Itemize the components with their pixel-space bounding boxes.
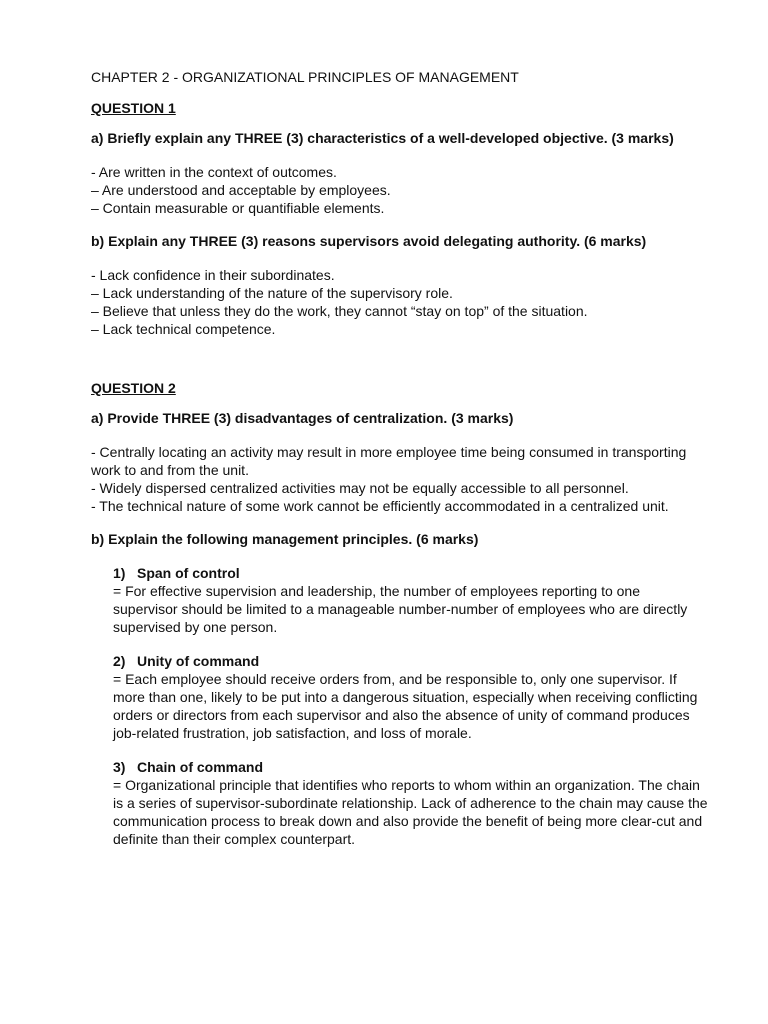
section-spacer	[91, 353, 708, 379]
answer-item: - Lack confidence in their subordinates.	[91, 267, 335, 283]
principle-text: = For effective supervision and leadership, the number of employees reporting to one supervisor should be limited to a manageable number-number of employees who are directly supervised by one person.	[113, 583, 688, 635]
principle-name: Chain of command	[137, 759, 264, 775]
principle-name: Unity of command	[137, 653, 260, 669]
answer-item: - Are written in the context of outcomes.	[91, 164, 337, 180]
principle-number: 1)	[113, 565, 126, 581]
answer-item: - The technical nature of some work cannot be efficiently accommodated in a centralized unit.	[91, 498, 669, 514]
answer-item: – Lack technical competence.	[91, 321, 276, 337]
principle-item	[113, 758, 708, 848]
question-1	[91, 99, 708, 338]
question-prompt: b) Explain the following management principles. (6 marks)	[91, 531, 479, 547]
question-heading: QUESTION 2	[91, 380, 176, 396]
principle-item	[113, 564, 708, 636]
question-prompt: a) Briefly explain any THREE (3) characteristics of a well-developed objective. (3 marks)	[91, 130, 674, 146]
principle-name: Span of control	[137, 565, 240, 581]
answer-item: – Contain measurable or quantifiable elements.	[91, 200, 385, 216]
principle-text: = Each employee should receive orders from, and be responsible to, only one supervisor. If more than one, likely to be put into a dangerous situation, especially when receiving conflicting orders or directors from each supervisor and also the absence of unity of command produces job-related frustration, job satisfaction, and loss of morale.	[113, 671, 698, 741]
answer-item: - Centrally locating an activity may result in more employee time being consumed in transporting work to and from the unit.	[91, 444, 687, 478]
question-2	[91, 379, 708, 848]
answer-list	[91, 443, 708, 515]
principle-text: = Organizational principle that identifies who reports to whom within an organization. The chain is a series of supervisor-subordinate relationship. Lack of adherence to the chain may cause the communication process to break down and also provide the benefit of being more clear-cut and definite than their complex counterpart.	[113, 777, 708, 847]
principles-list	[91, 564, 708, 848]
page-title: CHAPTER 2 - ORGANIZATIONAL PRINCIPLES OF MANAGEMENT	[91, 69, 519, 85]
answer-item: – Lack understanding of the nature of the supervisory role.	[91, 285, 453, 301]
principle-heading	[113, 564, 708, 582]
answer-item: - Widely dispersed centralized activities may not be equally accessible to all personnel.	[91, 480, 629, 496]
question-prompt: b) Explain any THREE (3) reasons supervisors avoid delegating authority. (6 marks)	[91, 233, 647, 249]
answer-item: – Believe that unless they do the work, they cannot “stay on top” of the situation.	[91, 303, 588, 319]
answer-list	[91, 266, 708, 338]
question-prompt: a) Provide THREE (3) disadvantages of centralization. (3 marks)	[91, 410, 514, 426]
question-heading: QUESTION 1	[91, 100, 176, 116]
principle-heading	[113, 758, 708, 776]
answer-list	[91, 163, 708, 217]
principle-number: 2)	[113, 653, 126, 669]
principle-number: 3)	[113, 759, 126, 775]
principle-item	[113, 652, 708, 742]
answer-item: – Are understood and acceptable by employees.	[91, 182, 391, 198]
principle-heading	[113, 652, 708, 670]
